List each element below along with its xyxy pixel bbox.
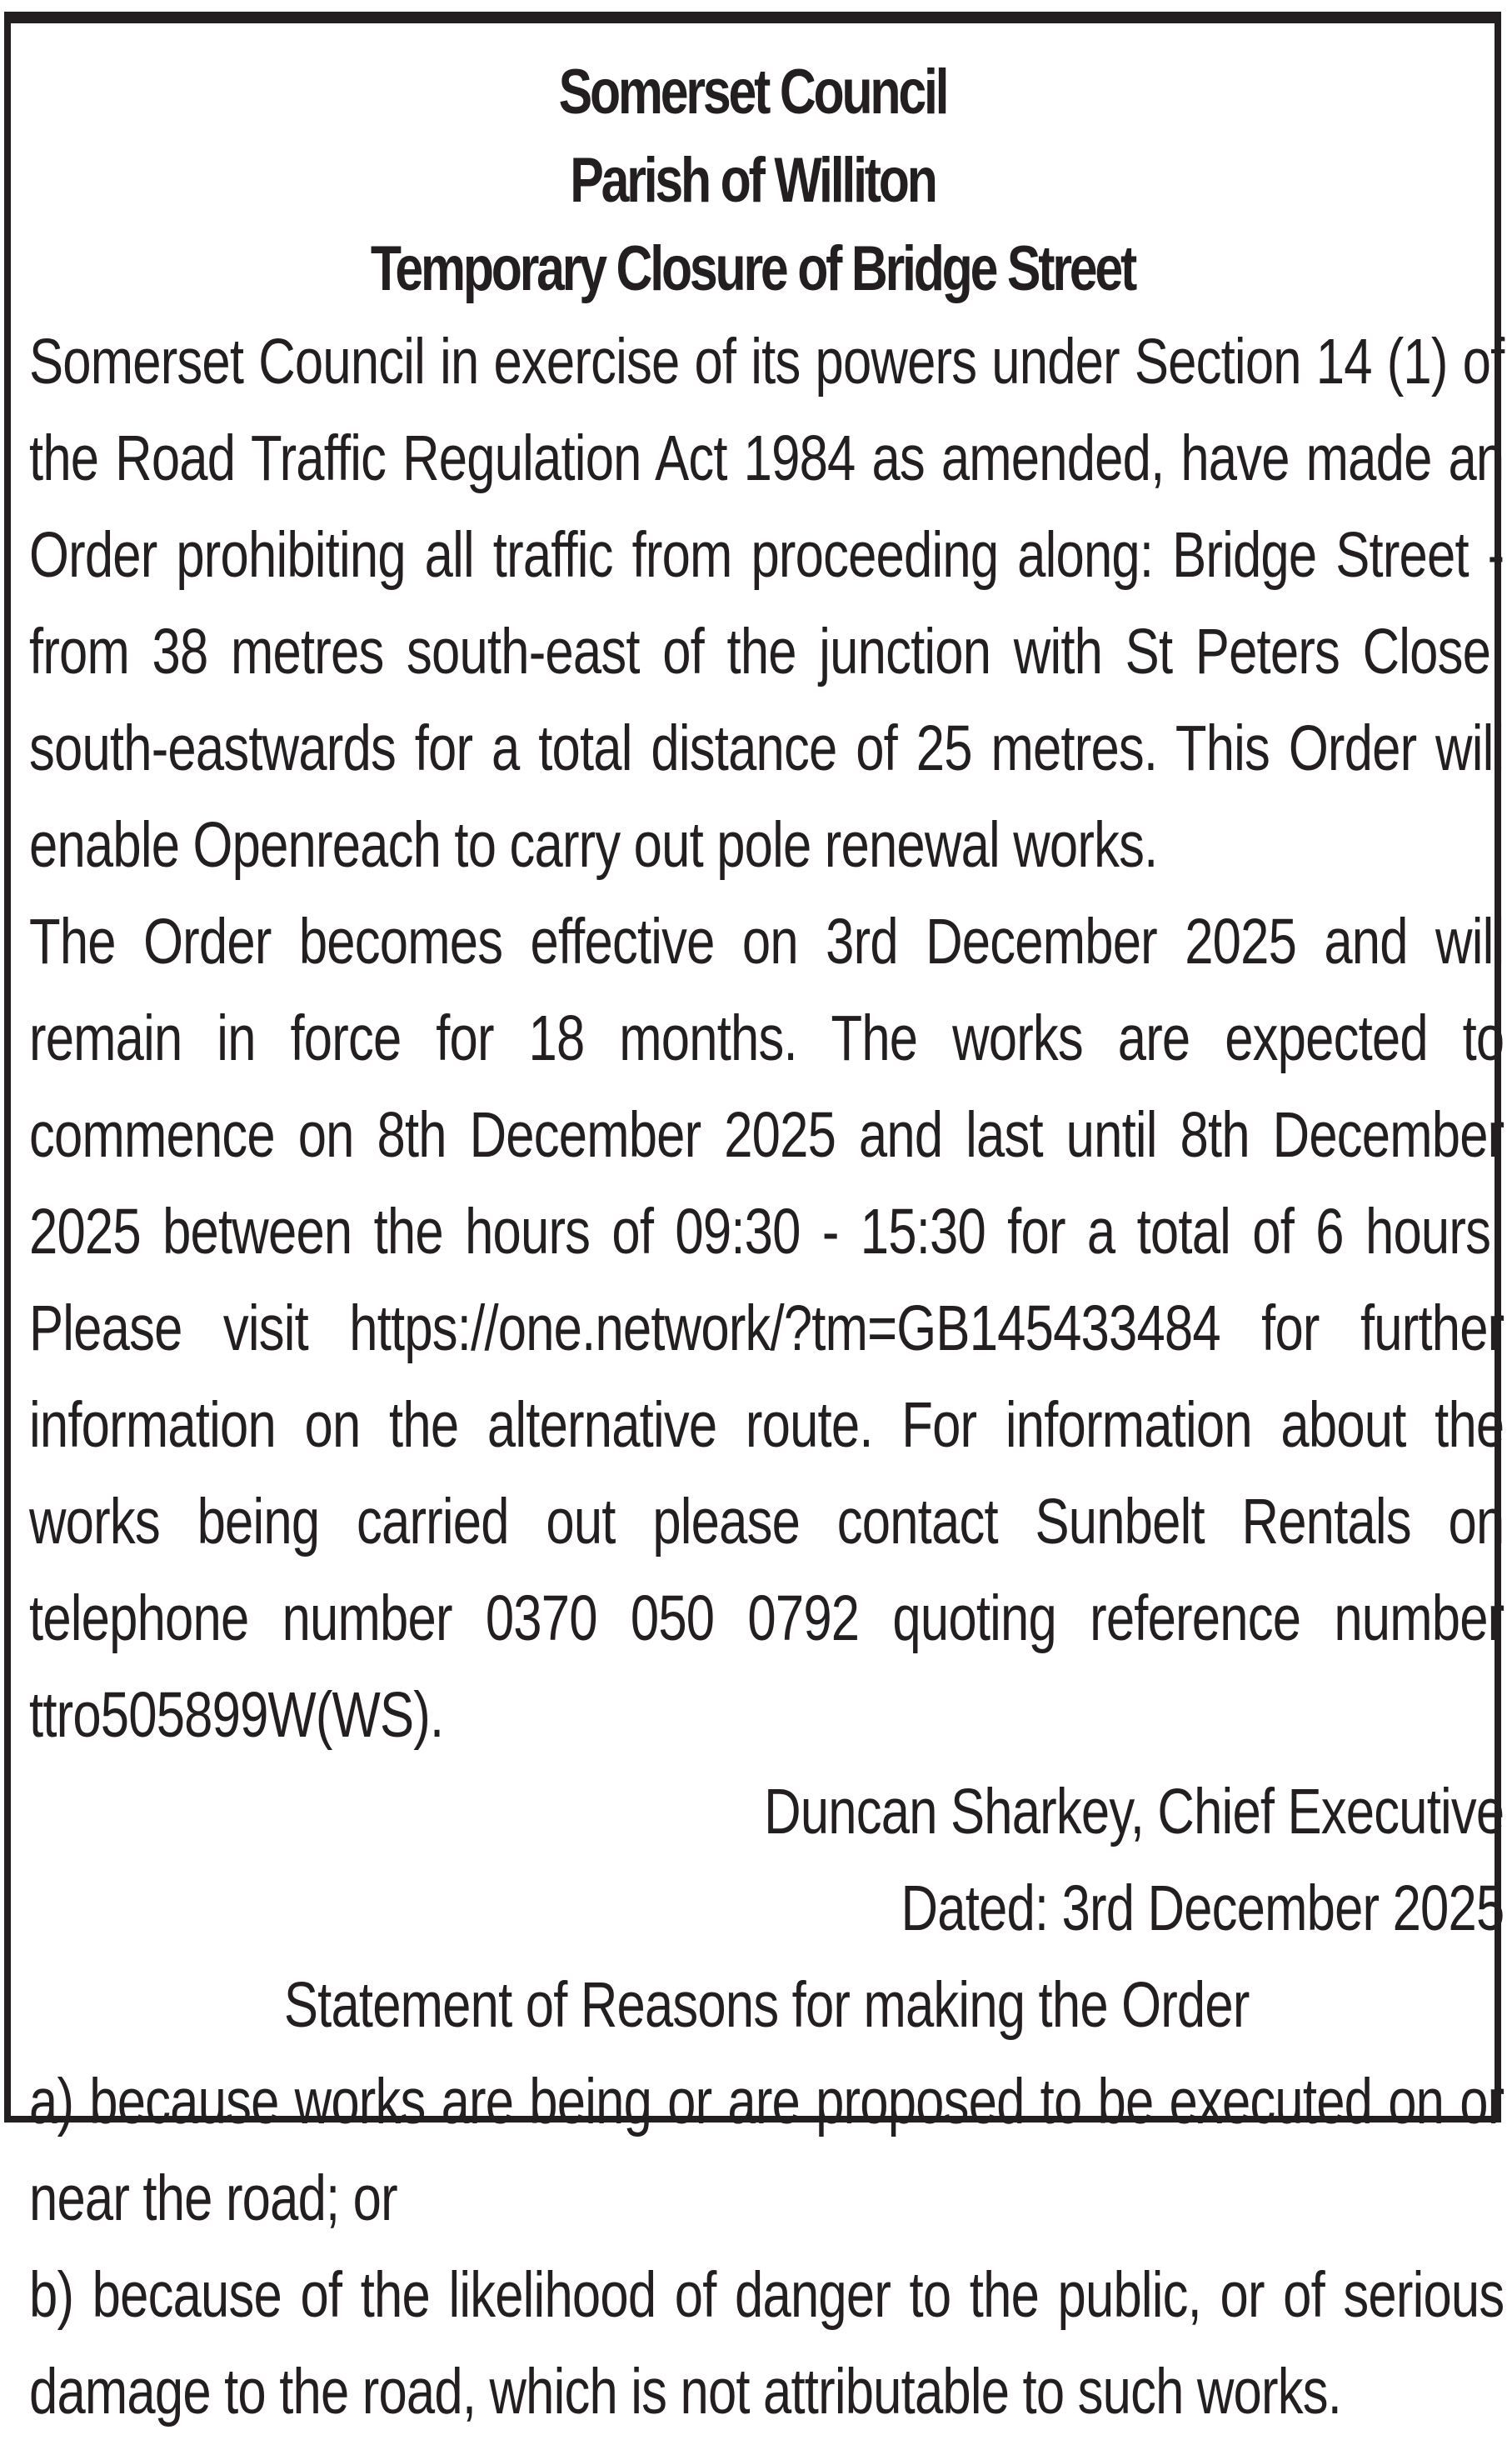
notice-heading-title: Temporary Closure of Bridge Street — [370, 233, 1135, 304]
public-notice — [4, 12, 1505, 2428]
reason-b: b) because of the likelihood of danger to the public, or of serious damage to the road, which is not attributable to such works. — [29, 2259, 1505, 2428]
notice-content — [29, 48, 1505, 2428]
effective-paragraph: The Order becomes effective on 3rd December 2025 and will remain in force for 18 months. The works are expected to commence on 8th December 2025 and last until 8th December 2025 between the hours of 09:30 - 15:30 for a total of 6 hours. Please visit https://one.network/?tm=GB145433484 for further information on the alternative route. For information about the works being carried out please contact Sunbelt Rentals on telephone number 0370 050 0792 quoting reference number ttro505899W(WS). — [29, 906, 1505, 1751]
dated-line: Dated: 3rd December 2025 — [901, 1872, 1505, 1944]
order-paragraph: Somerset Council in exercise of its powers under Section 14 (1) of the Road Traffic Regulation Act 1984 as amended, have made an Order prohibiting all traffic from proceeding along: Bridge Street - from 38 metres south-east of the junction with St Peters Close, south-eastwards for a total distance of 25 metres. This Order will enable Openreach to carry out pole renewal works. — [29, 326, 1505, 881]
signatory-name: Duncan Sharkey, Chief Executive — [764, 1776, 1505, 1848]
notice-heading-parish: Parish of Williton — [570, 145, 936, 216]
notice-heading-council: Somerset Council — [558, 57, 947, 128]
reason-a: a) because works are being or are proposed to be executed on or near the road; or — [29, 2066, 1505, 2234]
notice-body — [29, 313, 1504, 2440]
reasons-title: Statement of Reasons for making the Order — [283, 1969, 1250, 2041]
notice-body-wrapper — [29, 313, 1505, 2440]
